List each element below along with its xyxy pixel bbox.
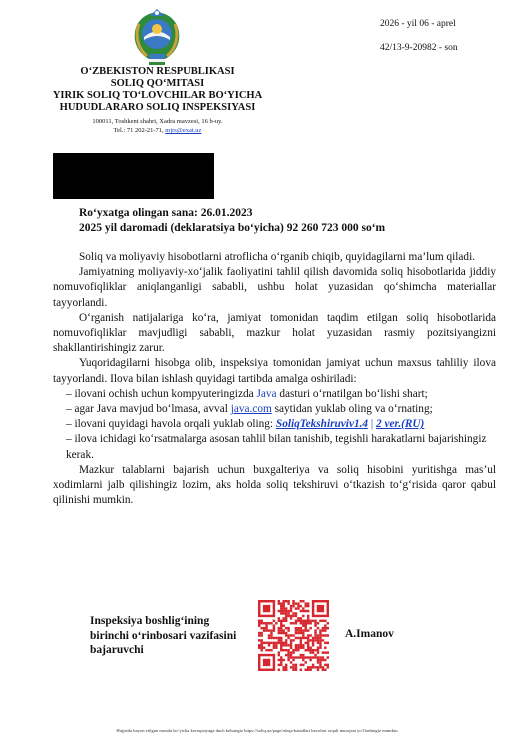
document-reference-number: 42/13-9-20982 - son	[380, 43, 458, 53]
qr-code-icon	[258, 600, 329, 671]
org-line: O‘ZBEKISTON RESPUBLIKASI	[80, 66, 235, 77]
java-text: Java	[256, 387, 277, 400]
organization-name	[40, 66, 275, 114]
paragraph: Yuqoridagilarni hisobga olib, inspeksiya tomonidan jamiyat uchun maxsus tahliliy ilova tayyorlandi. Ilova bilan ishlash quyidagi tartibda amalga oshiriladi:	[53, 357, 496, 385]
app-download-link-ru[interactable]: 2 ver.(RU)	[376, 418, 425, 431]
paragraph: O‘rganish natijalariga ko‘ra, jamiyat tomonidan taqdim etilgan soliq hisobotlarida nomuvofiqliklar mavjudligi sababli, mazkur holat yuzasidan rasmiy pozitsiyangizni shakllantirishingiz zarur.	[53, 311, 496, 355]
state-emblem-icon	[127, 4, 187, 66]
signatory-name: A.Imanov	[345, 628, 394, 640]
list-item: – ilova ichidagi ko‘rsatmalarga asosan tahlil bilan tanishib, tegishli harakatlarni bajarishingiz kerak.	[66, 433, 487, 461]
paragraph: Mazkur talablarni bajarish uchun buxgalteriya va soliq hisobini yuritishga mas’ul xodimlarni jalb qilishingiz lozim, aks holda soliq tekshiruvi o‘tkazish to‘g‘risida qaror qabul qilinishi mumkin.	[53, 463, 496, 507]
org-line: YIRIK SOLIQ TO‘LOVCHILAR BO‘YICHA	[52, 90, 263, 101]
app-download-link[interactable]: SoliqTekshiruviv1.4	[275, 418, 369, 431]
document-date: 2026 - yil 06 - aprel	[380, 19, 456, 29]
email-link[interactable]: mjrs@exat.uz	[165, 127, 202, 134]
paragraph: Soliq va moliyaviy hisobotlarni atroflicha o‘rganib chiqib, quyidagilarni ma’lum qiladi.	[79, 251, 476, 263]
phone-text: Tel.: 71 202-21-71,	[113, 127, 164, 134]
java-download-link[interactable]: java.com	[230, 403, 272, 416]
declared-income: 2025 yil daromadi (deklaratsiya bo‘yicha) 92 260 723 000 so‘m	[79, 222, 386, 234]
paragraph: Jamiyatning moliyaviy-xo‘jalik faoliyatini tahlil qilish davomida soliq hisobotlarida jiddiy nomuvofiqliklar aniqlanganligi sababli, ushbu holat yuzasidan qo‘shimcha materiallar tayyorlandi.	[53, 266, 496, 309]
footer-note: Hujjatda bayon etilgan masala bo‘yicha korrupsiyaga duch kelsangiz https://soliq.uz/page/aloqa-kanallari havolasi orqali murojaat yo‘llashingiz mumkin.	[116, 728, 399, 733]
organization-address	[40, 117, 275, 135]
contact-line	[40, 126, 275, 135]
redacted-recipient-block	[53, 153, 214, 199]
org-line: SOLIQ QO‘MITASI	[110, 78, 205, 89]
registration-date: Ro‘yxatga olingan sana: 26.01.2023	[79, 207, 253, 219]
list-item: – agar Java mavjud bo‘lmasa, avval java.com saytidan yuklab oling va o‘rnating;	[66, 403, 433, 416]
org-line: HUDUDLARARO SOLIQ INSPEKSIYASI	[59, 102, 256, 113]
list-item: – ilovani ochish uchun kompyuteringizda Java dasturi o‘rnatilgan bo‘lishi shart;	[66, 387, 428, 400]
signatory-title: Inspeksiya boshlig‘ining birinchi o‘rinbosari vazifasini bajaruvchi	[90, 615, 237, 656]
address-line: 100011, Toshkent shahri, Xadra mavzesi, 16 b-uy.	[92, 118, 223, 125]
letter-body	[53, 250, 496, 508]
list-item: – ilovani quyidagi havola orqali yuklab oling: SoliqTekshiruviv1.4 | 2 ver.(RU)	[66, 418, 425, 431]
